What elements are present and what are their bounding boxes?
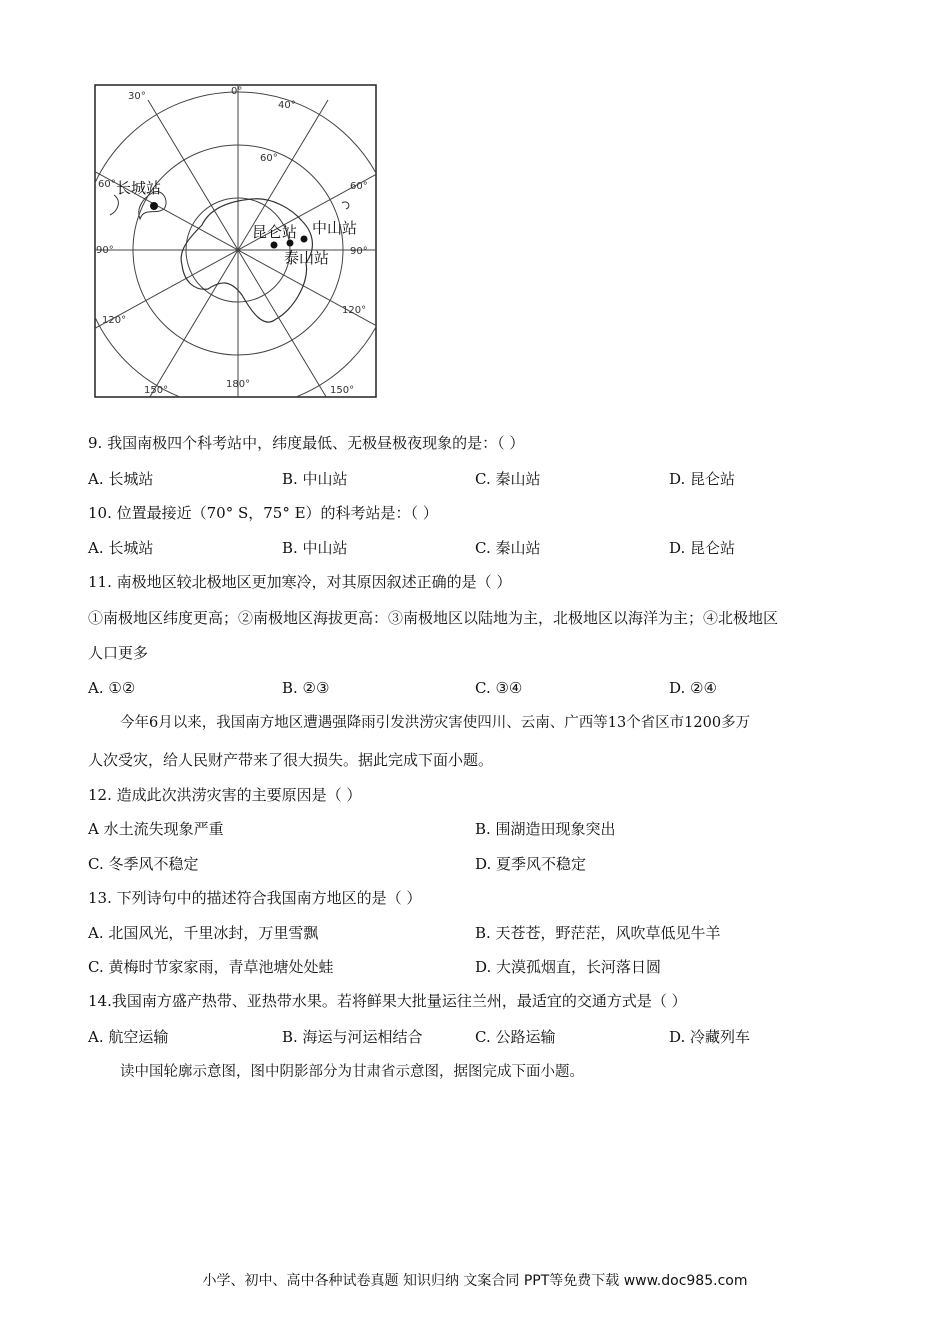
question-12: 12. 造成此次洪涝灾害的主要原因是（ ）	[88, 786, 362, 804]
q13-option-d: D. 大漠孤烟直，长河落日圆	[475, 958, 662, 976]
passage-2: 读中国轮廓示意图，图中阴影部分为甘肃省示意图，据图完成下面小题。	[120, 1064, 584, 1080]
q12-option-b: B. 围湖造田现象突出	[475, 820, 616, 838]
q10-option-a: A. 长城站	[88, 539, 154, 557]
question-13: 13. 下列诗句中的描述符合我国南方地区的是（ ）	[88, 889, 422, 907]
lat-label: 0°	[231, 86, 243, 97]
question-10: 10. 位置最接近（70° S，75° E）的科考站是：（ ）	[88, 504, 438, 522]
lat-label: 30°	[128, 91, 146, 102]
q14-option-c: C. 公路运输	[475, 1028, 556, 1046]
question-11: 11. 南极地区较北极地区更加寒冷，对其原因叙述正确的是（ ）	[88, 573, 512, 591]
lat-label: 150°	[330, 385, 355, 396]
q10-option-d: D. 昆仑站	[669, 539, 736, 557]
passage-1-line-1: 今年6月以来，我国南方地区遭遇强降雨引发洪涝灾害使四川、云南、广西等13个省区市1200多万	[120, 715, 751, 731]
q13-option-b: B. 天苍苍，野茫茫，风吹草低见牛羊	[475, 924, 721, 942]
passage-1-line-2: 人次受灾，给人民财产带来了很大损失。据此完成下面小题。	[88, 751, 494, 769]
question-11-statements-cont: 人口更多	[88, 644, 149, 662]
lat-label: 180°	[226, 379, 251, 390]
q11-option-a: A. ①②	[88, 679, 136, 697]
q10-option-c: C. 秦山站	[475, 539, 541, 557]
q14-option-d: D. 冷藏列车	[669, 1028, 751, 1046]
q13-option-c: C. 黄梅时节家家雨，青草池塘处处蛙	[88, 958, 334, 976]
q14-option-a: A. 航空运输	[88, 1028, 169, 1046]
lat-label: 60°	[98, 179, 116, 190]
station-label: 长城站	[116, 179, 162, 197]
lat-label: 120°	[342, 305, 367, 316]
q10-option-b: B. 中山站	[282, 539, 348, 557]
lat-label: 40°	[278, 100, 296, 111]
q14-option-b: B. 海运与河运相结合	[282, 1028, 423, 1046]
lat-label: 120°	[102, 315, 127, 326]
q13-option-a: A. 北国风光，千里冰封，万里雪飘	[88, 924, 319, 942]
page-footer: 小学、初中、高中各种试卷真题 知识归纳 文案合同 PPT等免费下载 www.doc985.com	[202, 1273, 748, 1289]
station-label: 泰山站	[284, 249, 330, 267]
station-label: 昆仑站	[252, 223, 298, 241]
q12-option-d: D. 夏季风不稳定	[475, 855, 587, 873]
q11-option-d: D. ②④	[669, 679, 717, 697]
q9-option-a: A. 长城站	[88, 470, 154, 488]
q11-option-c: C. ③④	[475, 679, 523, 697]
q12-option-c: C. 冬季风不稳定	[88, 855, 199, 873]
lat-label: 90°	[96, 245, 114, 256]
lat-label: 150°	[144, 385, 169, 396]
station-label: 中山站	[312, 219, 358, 237]
q12-option-a: A 水土流失现象严重	[88, 820, 224, 838]
question-14: 14.我国南方盛产热带、亚热带水果。若将鲜果大批量运往兰州，最适宜的交通方式是（ ）	[88, 992, 687, 1010]
q9-option-d: D. 昆仑站	[669, 470, 736, 488]
lat-label: 60°	[350, 181, 368, 192]
q9-option-c: C. 秦山站	[475, 470, 541, 488]
lat-label: 60°	[260, 153, 278, 164]
antarctica-map	[92, 83, 379, 399]
q11-option-b: B. ②③	[282, 679, 330, 697]
question-9: 9. 我国南极四个科考站中，纬度最低、无极昼极夜现象的是：（ ）	[88, 434, 525, 452]
lat-label: 90°	[350, 246, 368, 257]
question-11-statements: ①南极地区纬度更高；②南极地区海拔更高：③南极地区以陆地为主，北极地区以海洋为主；④北极地区	[88, 609, 779, 627]
q9-option-b: B. 中山站	[282, 470, 348, 488]
